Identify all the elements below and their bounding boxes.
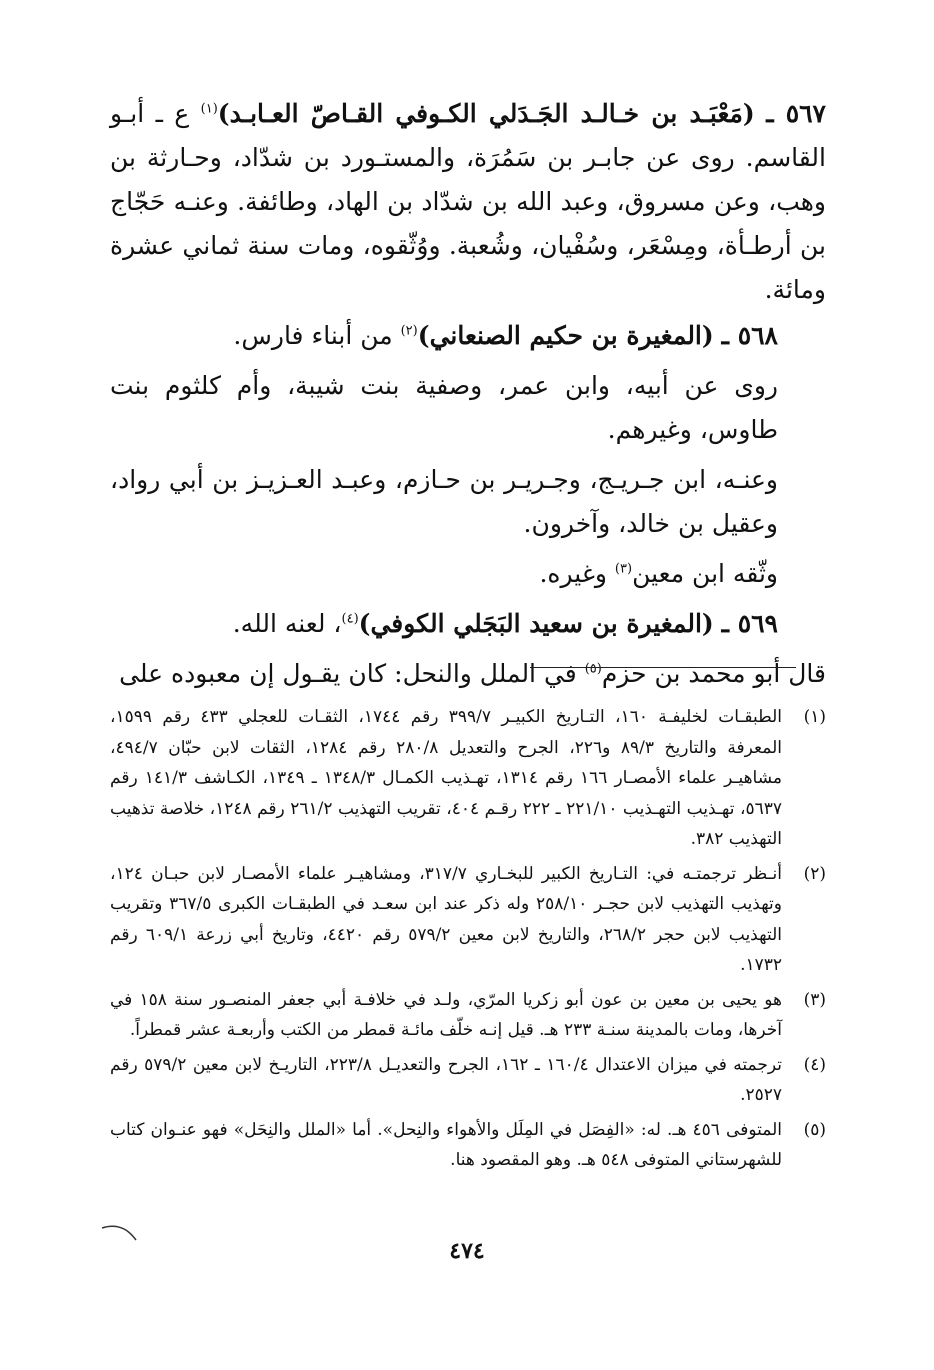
entry-567: [110, 92, 826, 312]
entry-568-narrators-from: روى عن أبيه، وابن عمر، وصفية بنت شيبة، وأم كلثوم بنت طاوس، وغيرهم.: [110, 371, 778, 444]
footnote-ref: (٢): [400, 323, 418, 339]
entry-569: [110, 602, 826, 646]
footnote: [110, 859, 826, 981]
entry-number: ٥٦٩ ـ: [721, 609, 778, 638]
entry-body: من أبناء فارس.: [233, 321, 401, 350]
footnote-text: ترجمته في ميزان الاعتدال ١٦٠/٤ ـ ١٦٢، الجرح والتعديـل ٢٢٣/٨، التاريـخ لابن معين ٥٧٩/٢ رقم ٢٥٢٧.: [110, 1054, 782, 1105]
main-text: [110, 92, 826, 696]
footnote: [110, 1115, 826, 1176]
footnote-text: المتوفى ٤٥٦ هـ. له: «الفِصَل في المِلَل والأهواء والنِحل». أما «الملل والنِحَل» فهو عنـوان كتاب للشهرستاني المتوفى ٥٤٨ هـ. وهو المقصود هنا.: [110, 1119, 782, 1170]
footnote-number: (٤): [803, 1054, 826, 1075]
entry-568-narrators-to: وعنـه، ابن جـريـج، وجـريـر بن حـازم، وعبـد العـزيـز بن أبي رواد، وعقيل بن خالد، وآخرون.: [110, 465, 778, 538]
entry-heading: (المغيرة بن حكيم الصنعاني): [417, 321, 714, 350]
page-number: ٤٧٤: [449, 1238, 485, 1264]
footnote-text: الطبقـات لخليفـة ١٦٠، التـاريخ الكبيـر ٣٩٩/٧ رقم ١٧٤٤، الثقـات للعجلي ٤٣٣ رقم ١٥٩٩، المعرفة والتاريخ ٨٩/٣ و٢٢٦، الجرح والتعديل ٢٨٠/٨ رقم ١٢٨٤، الثقات لابن حبّان ٤٩٤/٧، مشاهيـر علماء الأمصـار ١٦٦ رقم ١٣١٤، تهـذيب الكمـال ١٣٤٨/٣ ـ ١٣٤٩، الكـاشف ١٤١/٣ رقم ٥٦٣٧، تهـذيب التهـذيب ٢٢١/١٠ ـ ٢٢٢ رقـم ٤٠٤، تقريب التهذيب ٢٦١/٢ رقم ١٢٤٨، خلاصة تذهيب التهذيب ٣٨٢.: [110, 707, 783, 849]
footnote: [110, 702, 826, 855]
footnote-ref: (١): [200, 101, 218, 117]
footnote: [110, 985, 826, 1046]
entry-number: ٥٦٧ ـ: [766, 99, 826, 128]
entry-569-quote: [110, 652, 826, 696]
entry-568-grading: [110, 552, 826, 596]
footnote-ref: (٥): [584, 661, 602, 677]
footnote-number: (٣): [803, 989, 826, 1010]
footnote-number: (١): [803, 707, 826, 727]
grading-text-end: وغيره.: [539, 559, 615, 588]
entry-568: [110, 314, 826, 358]
entry-body: ، لعنه الله.: [232, 609, 342, 638]
entry-body: ع ـ أبـو القاسم. روى عن جابـر بن سَمُرَة، والمستـورد بن شدّاد، وحـارثة بن وهب، وعن مسروق، وعبد الله بن شدّاد بن الهاد، وطائفة. وعنـه حَجّاج بن أرطـأة، ومِسْعَر، وسُفْيان، وشُعبة. ووُثّقوه، ومات سنة ثماني عشرة ومائة.: [110, 99, 826, 304]
footnote-separator: [530, 667, 796, 668]
quote-text-end: في الملل والنحل: كان يقـول إن معبوده على: [119, 659, 585, 688]
entry-heading: (المغيرة بن سعيد البَجَلي الكوفي): [358, 609, 714, 638]
grading-text: وثّقه ابن معين: [632, 559, 778, 588]
footnote-ref: (٣): [614, 561, 633, 577]
entry-heading: (مَعْبَـد بن خـالـد الجَـدَلي الكـوفي القـاصّ العـابـد): [217, 99, 755, 128]
footnote-text: أنـظر ترجمتـه في: التـاريخ الكبير للبخـاري ٣١٧/٧، ومشاهيـر علماء الأمصـار لابن حبـان ١٢٤، وتهذيب التهذيب لابن حجـر ٢٥٨/١٠ وله ذكر عند ابن سعـد في الطبقـات الكبرى ٣٦٧/٥ وتقريب التهذيب لابن حجر ٢٦٨/٢، والتاريخ لابن معين ٥٧٩/٢ رقم ٤٤٢٠، وتاريخ أبي زرعة ٦٠٩/١ رقم ١٧٣٢.: [110, 863, 782, 975]
entry-number: ٥٦٨ ـ: [721, 321, 778, 350]
footnote-number: (٢): [803, 863, 826, 884]
footnote-number: (٥): [803, 1119, 826, 1140]
footnote-text: هو يحيى بن معين بن عون أبو زكريا المرّي، ولـد في خلافـة أبي جعفر المنصـور سنة ١٥٨ في آخرها، ومات بالمدينة سنـة ٢٣٣ هـ. قيل إنـه خلّف مائـة قمطر من الكتب وأربعـة عشر قمطراً.: [110, 989, 783, 1040]
footnote-ref: (٤): [341, 611, 359, 627]
footnotes: [110, 702, 826, 1180]
footnote: [110, 1050, 826, 1111]
quote-text: قال أبو محمد بن حزم: [601, 659, 826, 688]
